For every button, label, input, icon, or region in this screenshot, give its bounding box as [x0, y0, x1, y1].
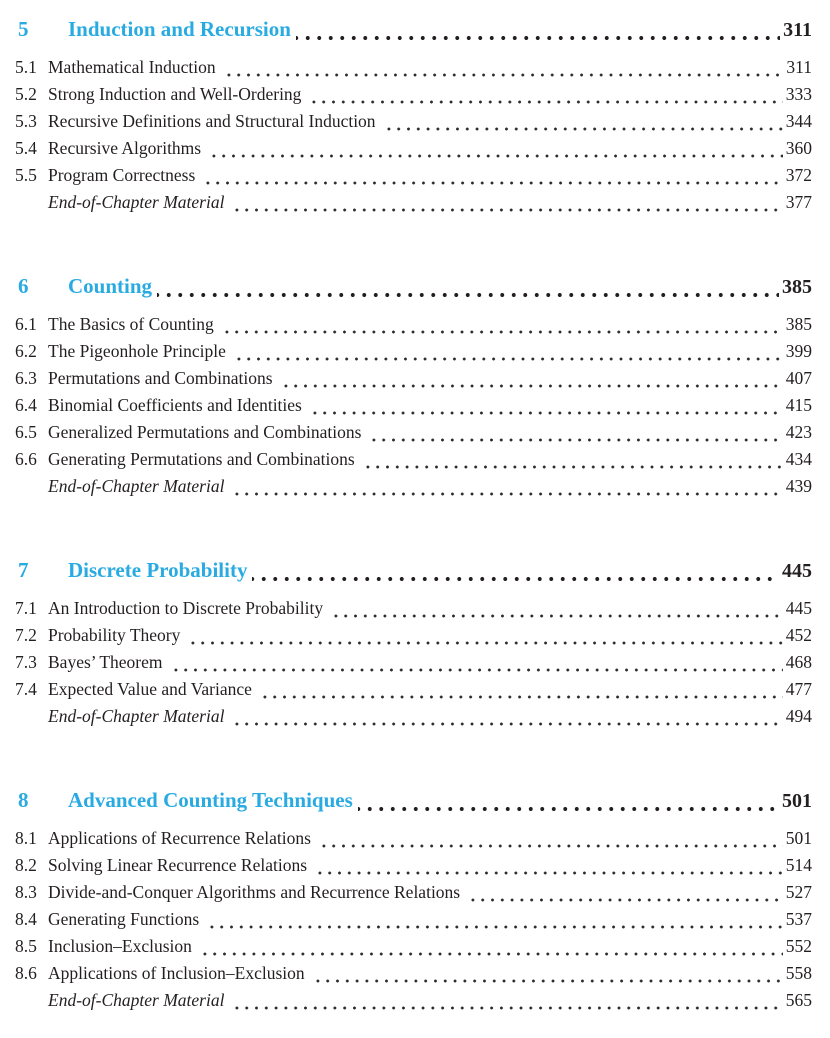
section-title: The Basics of Counting: [48, 314, 214, 334]
section-row[interactable]: [15, 960, 812, 987]
dot-leader: [307, 392, 783, 419]
section-row[interactable]: [15, 189, 812, 216]
section-page-number: 423: [785, 422, 812, 442]
dot-leader: [221, 54, 784, 81]
dot-leader: [310, 960, 783, 987]
section-row[interactable]: [15, 392, 812, 419]
section-page-number: 415: [785, 395, 812, 415]
section-row[interactable]: [15, 419, 812, 446]
section-row[interactable]: [15, 446, 812, 473]
section-row[interactable]: [15, 135, 812, 162]
section-page-number: 407: [785, 368, 812, 388]
chapter-block: [15, 270, 812, 500]
dot-leader: [206, 135, 783, 162]
chapter-title: Induction and Recursion: [68, 17, 291, 41]
section-title: Probability Theory: [48, 625, 181, 645]
dot-leader: [229, 189, 782, 216]
section-page-number: 565: [785, 990, 812, 1010]
section-row[interactable]: [15, 987, 812, 1014]
section-title: Recursive Algorithms: [48, 138, 202, 158]
section-list: [15, 54, 812, 216]
chapter-number: 5: [18, 17, 29, 41]
section-page-number: 514: [785, 855, 812, 875]
dot-leader: [252, 554, 779, 586]
section-title: Mathematical Induction: [48, 57, 216, 77]
section-row[interactable]: [15, 852, 812, 879]
chapter-block: [15, 554, 812, 730]
chapter-block: [15, 784, 812, 1014]
section-list: [15, 595, 812, 730]
section-title: End-of-Chapter Material: [48, 192, 225, 212]
section-number: 8.3: [15, 882, 37, 902]
section-row[interactable]: [15, 933, 812, 960]
chapter-title: Advanced Counting Techniques: [68, 788, 353, 812]
section-page-number: 434: [785, 449, 812, 469]
section-row[interactable]: [15, 676, 812, 703]
dot-leader: [204, 906, 783, 933]
dot-leader: [257, 676, 783, 703]
section-page-number: 501: [785, 828, 812, 848]
section-page-number: 558: [785, 963, 812, 983]
section-title: Applications of Recurrence Relations: [48, 828, 311, 848]
section-title: End-of-Chapter Material: [48, 476, 225, 496]
section-row[interactable]: [15, 703, 812, 730]
chapter-number: 8: [18, 788, 29, 812]
section-number: 8.4: [15, 909, 37, 929]
chapter-heading-row[interactable]: [15, 13, 812, 45]
section-title: Program Correctness: [48, 165, 196, 185]
dot-leader: [219, 311, 783, 338]
section-title: An Introduction to Discrete Probability: [48, 598, 324, 618]
section-list: [15, 311, 812, 500]
chapter-block: [15, 13, 812, 216]
section-number: 8.6: [15, 963, 37, 983]
chapter-page-number: 311: [783, 19, 812, 41]
section-number: 7.3: [15, 652, 37, 672]
section-page-number: 468: [785, 652, 812, 672]
dot-leader: [366, 419, 782, 446]
section-page-number: 527: [785, 882, 812, 902]
section-row[interactable]: [15, 311, 812, 338]
section-row[interactable]: [15, 338, 812, 365]
section-title: End-of-Chapter Material: [48, 706, 225, 726]
section-title: Strong Induction and Well-Ordering: [48, 84, 302, 104]
dot-leader: [168, 649, 783, 676]
section-row[interactable]: [15, 473, 812, 500]
dot-leader: [157, 270, 779, 302]
section-row[interactable]: [15, 54, 812, 81]
chapter-page-number: 385: [782, 276, 812, 298]
section-page-number: 439: [785, 476, 812, 496]
section-number: 8.5: [15, 936, 37, 956]
dot-leader: [381, 108, 783, 135]
section-page-number: 477: [785, 679, 812, 699]
dot-leader: [312, 852, 783, 879]
section-page-number: 360: [785, 138, 812, 158]
chapter-page-number: 445: [782, 560, 812, 582]
dot-leader: [278, 365, 783, 392]
section-page-number: 445: [785, 598, 812, 618]
chapter-title: Counting: [68, 274, 153, 298]
section-title: End-of-Chapter Material: [48, 990, 225, 1010]
section-row[interactable]: [15, 906, 812, 933]
section-row[interactable]: [15, 365, 812, 392]
chapter-page-number: 501: [782, 790, 812, 812]
section-title: Permutations and Combinations: [48, 368, 273, 388]
section-number: 6.5: [15, 422, 37, 442]
chapter-heading-row[interactable]: [15, 784, 812, 816]
section-title: Binomial Coefficients and Identities: [48, 395, 302, 415]
section-row[interactable]: [15, 81, 812, 108]
chapter-number: 6: [18, 274, 29, 298]
section-page-number: 537: [785, 909, 812, 929]
section-row[interactable]: [15, 649, 812, 676]
section-number: 7.4: [15, 679, 37, 699]
section-number: 8.1: [15, 828, 37, 848]
section-page-number: 333: [785, 84, 812, 104]
section-row[interactable]: [15, 825, 812, 852]
dot-leader: [229, 473, 782, 500]
dot-leader: [231, 338, 783, 365]
section-number: 7.2: [15, 625, 37, 645]
section-number: 6.1: [15, 314, 37, 334]
section-number: 5.1: [15, 57, 37, 77]
section-title: Applications of Inclusion–Exclusion: [48, 963, 305, 983]
section-number: 6.4: [15, 395, 37, 415]
dot-leader: [316, 825, 783, 852]
chapter-heading-row[interactable]: [15, 270, 812, 302]
section-page-number: 377: [785, 192, 812, 212]
section-title: Inclusion–Exclusion: [48, 936, 192, 956]
section-page-number: 552: [785, 936, 812, 956]
section-number: 6.3: [15, 368, 37, 388]
dot-leader: [185, 622, 782, 649]
section-list: [15, 825, 812, 1014]
section-page-number: 311: [786, 57, 812, 77]
dot-leader: [358, 784, 779, 816]
section-page-number: 385: [785, 314, 812, 334]
section-title: The Pigeonhole Principle: [48, 341, 226, 361]
section-title: Bayes’ Theorem: [48, 652, 163, 672]
section-row[interactable]: [15, 595, 812, 622]
dot-leader: [296, 13, 780, 45]
chapter-title: Discrete Probability: [68, 558, 248, 582]
section-number: 5.2: [15, 84, 37, 104]
section-title: Generalized Permutations and Combinations: [48, 422, 362, 442]
chapter-number: 7: [18, 558, 29, 582]
section-number: 6.2: [15, 341, 37, 361]
section-number: 5.3: [15, 111, 37, 131]
section-page-number: 494: [785, 706, 812, 726]
section-page-number: 452: [785, 625, 812, 645]
section-number: 8.2: [15, 855, 37, 875]
section-title: Expected Value and Variance: [48, 679, 252, 699]
section-title: Solving Linear Recurrence Relations: [48, 855, 308, 875]
dot-leader: [465, 879, 783, 906]
section-row[interactable]: [15, 162, 812, 189]
section-number: 5.4: [15, 138, 37, 158]
section-row[interactable]: [15, 879, 812, 906]
section-page-number: 399: [785, 341, 812, 361]
dot-leader: [306, 81, 782, 108]
dot-leader: [229, 987, 782, 1014]
section-number: 7.1: [15, 598, 37, 618]
dot-leader: [229, 703, 782, 730]
section-number: 6.6: [15, 449, 37, 469]
section-page-number: 372: [785, 165, 812, 185]
section-row[interactable]: [15, 622, 812, 649]
section-row[interactable]: [15, 108, 812, 135]
dot-leader: [360, 446, 783, 473]
section-title: Divide-and-Conquer Algorithms and Recurrence Relations: [48, 882, 461, 902]
section-title: Recursive Definitions and Structural Induction: [48, 111, 376, 131]
section-title: Generating Functions: [48, 909, 200, 929]
section-number: 5.5: [15, 165, 37, 185]
dot-leader: [200, 162, 782, 189]
section-page-number: 344: [785, 111, 812, 131]
section-title: Generating Permutations and Combinations: [48, 449, 355, 469]
toc-chapter-list: [15, 13, 812, 1014]
dot-leader: [328, 595, 783, 622]
dot-leader: [197, 933, 783, 960]
chapter-heading-row[interactable]: [15, 554, 812, 586]
